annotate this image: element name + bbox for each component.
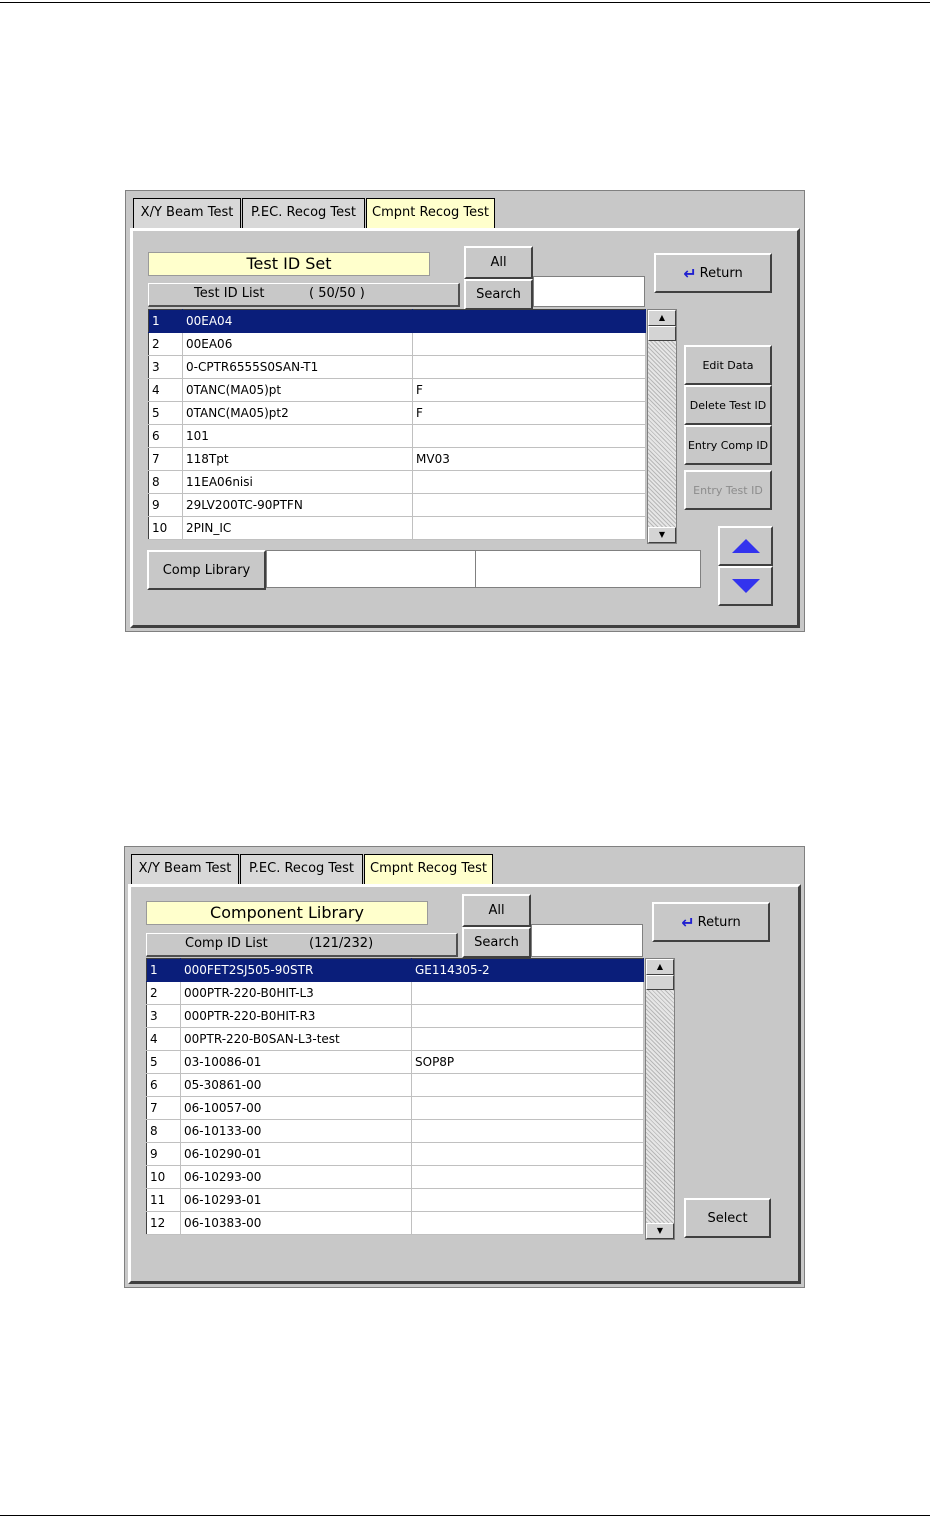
select-button[interactable]: Select (684, 1198, 771, 1238)
panel-title: Component Library (146, 901, 428, 925)
comp-library-button[interactable]: Comp Library (147, 550, 266, 590)
list-header-count: ( 50/50 ) (309, 286, 365, 301)
comp-library-field-2 (475, 550, 701, 588)
scroll-up-arrow-icon[interactable]: ▲ (646, 959, 674, 975)
row-id: 05-30861-00 (181, 1074, 412, 1097)
edit-data-button[interactable]: Edit Data (684, 345, 772, 385)
row-id: 118Tpt (183, 448, 413, 471)
row-number: 4 (149, 379, 183, 402)
row-id: 06-10290-01 (181, 1143, 412, 1166)
table-row[interactable] (149, 425, 646, 448)
return-arrow-icon: ↵ (681, 912, 695, 932)
arrow-down-icon (732, 579, 760, 593)
delete-test-id-button[interactable]: Delete Test ID (684, 385, 772, 425)
return-button[interactable] (654, 253, 772, 293)
comp-id-table[interactable] (146, 958, 644, 1235)
return-button[interactable] (652, 902, 770, 942)
entry-test-id-button[interactable]: Entry Test ID (684, 470, 772, 510)
row-number: 3 (149, 356, 183, 379)
table-row[interactable] (149, 471, 646, 494)
list-header-label: Test ID List (194, 286, 265, 301)
page-up-button[interactable] (718, 526, 773, 566)
row-id: 00EA04 (183, 310, 413, 333)
scroll-thumb[interactable] (646, 975, 674, 990)
search-input[interactable] (531, 924, 643, 957)
row-extra: MV03 (413, 448, 646, 471)
comp-library-field-1 (266, 550, 476, 588)
row-id: 06-10057-00 (181, 1097, 412, 1120)
test-id-table[interactable] (148, 309, 646, 540)
table-row[interactable] (147, 1120, 644, 1143)
arrow-up-icon (732, 539, 760, 553)
row-extra (413, 494, 646, 517)
row-id: 00PTR-220-B0SAN-L3-test (181, 1028, 412, 1051)
row-extra: GE114305-2 (412, 959, 644, 982)
row-extra (413, 356, 646, 379)
page-top-rule (0, 2, 930, 3)
return-button-label: Return (697, 914, 741, 930)
row-extra (413, 471, 646, 494)
row-number: 2 (149, 333, 183, 356)
row-number: 11 (147, 1189, 181, 1212)
scroll-down-arrow-icon[interactable]: ▼ (646, 1223, 674, 1239)
row-extra (412, 1212, 644, 1235)
row-extra (412, 1120, 644, 1143)
scroll-thumb[interactable] (648, 326, 676, 341)
table-row[interactable] (149, 517, 646, 540)
row-extra: F (413, 379, 646, 402)
table-row[interactable] (147, 1028, 644, 1051)
table-row[interactable] (147, 959, 644, 982)
table-row[interactable] (147, 1143, 644, 1166)
row-number: 3 (147, 1005, 181, 1028)
row-extra (413, 333, 646, 356)
row-extra (412, 1074, 644, 1097)
test-id-list-header (148, 283, 460, 307)
row-number: 10 (147, 1166, 181, 1189)
tab-content-panel (130, 228, 800, 628)
row-number: 7 (147, 1097, 181, 1120)
row-id: 0TANC(MA05)pt (183, 379, 413, 402)
entry-comp-id-button[interactable]: Entry Comp ID (684, 425, 772, 465)
search-button[interactable]: Search (462, 927, 531, 958)
row-number: 9 (147, 1143, 181, 1166)
row-id: 000PTR-220-B0HIT-R3 (181, 1005, 412, 1028)
row-extra (412, 1097, 644, 1120)
row-number: 10 (149, 517, 183, 540)
table-row[interactable] (147, 982, 644, 1005)
row-number: 7 (149, 448, 183, 471)
row-id: 101 (183, 425, 413, 448)
table-row[interactable] (147, 1212, 644, 1235)
row-id: 000PTR-220-B0HIT-L3 (181, 982, 412, 1005)
page-bottom-rule (0, 1515, 930, 1516)
tab-content-panel (128, 884, 801, 1284)
panel-title: Test ID Set (148, 252, 430, 276)
row-id: 06-10293-01 (181, 1189, 412, 1212)
row-number: 1 (149, 310, 183, 333)
table-row[interactable] (149, 494, 646, 517)
row-extra (412, 1005, 644, 1028)
row-number: 1 (147, 959, 181, 982)
row-extra (412, 1028, 644, 1051)
tab-cmpnt-recog-test[interactable]: Cmpnt Recog Test (364, 854, 493, 884)
row-id: 0-CPTR6555S0SAN-T1 (183, 356, 413, 379)
table-row[interactable] (149, 402, 646, 425)
row-number: 12 (147, 1212, 181, 1235)
row-id: 000FET2SJ505-90STR (181, 959, 412, 982)
row-id: 06-10293-00 (181, 1166, 412, 1189)
row-id: 0TANC(MA05)pt2 (183, 402, 413, 425)
comp-id-list-header (146, 933, 458, 957)
search-input[interactable] (533, 276, 645, 307)
page-down-button[interactable] (718, 566, 773, 606)
table-row[interactable] (147, 1005, 644, 1028)
list-scrollbar[interactable] (647, 309, 677, 544)
row-id: 29LV200TC-90PTFN (183, 494, 413, 517)
scroll-down-arrow-icon[interactable]: ▼ (648, 527, 676, 543)
table-row[interactable] (149, 310, 646, 333)
return-button-label: Return (699, 265, 743, 281)
table-row[interactable] (147, 1097, 644, 1120)
row-id: 06-10133-00 (181, 1120, 412, 1143)
row-extra (412, 1189, 644, 1212)
table-row[interactable] (147, 1166, 644, 1189)
row-extra (412, 1166, 644, 1189)
row-extra (413, 310, 646, 333)
tab-cmpnt-recog-test[interactable]: Cmpnt Recog Test (366, 198, 495, 228)
row-number: 5 (149, 402, 183, 425)
row-number: 6 (149, 425, 183, 448)
scroll-up-arrow-icon[interactable]: ▲ (648, 310, 676, 326)
tab-xy-beam-test[interactable]: X/Y Beam Test (131, 854, 239, 884)
row-id: 00EA06 (183, 333, 413, 356)
table-row[interactable] (149, 333, 646, 356)
list-header-count: (121/232) (309, 936, 374, 951)
list-header-label: Comp ID List (185, 936, 268, 951)
row-id: 03-10086-01 (181, 1051, 412, 1074)
return-arrow-icon: ↵ (683, 263, 697, 283)
row-number: 4 (147, 1028, 181, 1051)
table-row[interactable] (149, 356, 646, 379)
tab-xy-beam-test[interactable]: X/Y Beam Test (133, 198, 241, 228)
tab-pec-recog-test[interactable]: P.EC. Recog Test (242, 198, 365, 228)
test-id-set-screen (125, 190, 805, 632)
row-extra (413, 517, 646, 540)
tab-pec-recog-test[interactable]: P.EC. Recog Test (240, 854, 363, 884)
row-extra (412, 1143, 644, 1166)
row-extra: F (413, 402, 646, 425)
row-extra (413, 425, 646, 448)
component-library-screen (124, 846, 805, 1288)
row-id: 06-10383-00 (181, 1212, 412, 1235)
row-id: 2PIN_IC (183, 517, 413, 540)
row-number: 9 (149, 494, 183, 517)
list-scrollbar[interactable] (645, 958, 675, 1240)
row-number: 6 (147, 1074, 181, 1097)
table-row[interactable] (149, 448, 646, 471)
row-number: 8 (149, 471, 183, 494)
table-row[interactable] (147, 1189, 644, 1212)
table-row[interactable] (149, 379, 646, 402)
all-button[interactable]: All (462, 894, 531, 927)
table-row[interactable] (147, 1051, 644, 1074)
table-row[interactable] (147, 1074, 644, 1097)
all-button[interactable]: All (464, 246, 533, 279)
search-button[interactable]: Search (464, 279, 533, 310)
row-extra (412, 982, 644, 1005)
row-number: 8 (147, 1120, 181, 1143)
row-id: 11EA06nisi (183, 471, 413, 494)
row-number: 5 (147, 1051, 181, 1074)
row-extra: SOP8P (412, 1051, 644, 1074)
row-number: 2 (147, 982, 181, 1005)
